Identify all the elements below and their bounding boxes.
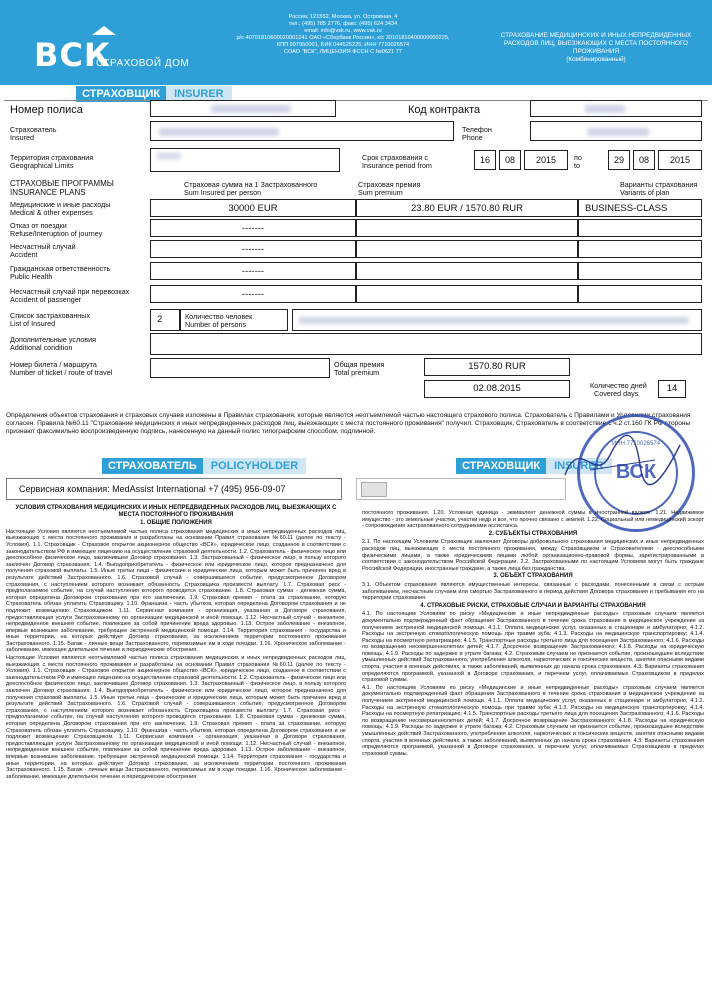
program-label-en: Public Health [10, 272, 53, 281]
territory-field [150, 148, 340, 172]
phone-label-en: Phone [462, 133, 483, 142]
days-value: 14 [658, 380, 686, 398]
days-label: Количество дней [590, 381, 647, 390]
redacted [299, 317, 689, 324]
total-label-en: Total premium [334, 368, 380, 377]
terms-right-column: постоянного проживания. 1.20. Условная единица - эквивалент денежной суммы в иностранной валюте. 1.21. Недвижимое имущество - это земельные участки, участки недр и все, что прочно связано с землей. 1.22. Социальный или немедицинский эскорт - сопровождение застрахованного сотрудниками ассистанса. 2. СУБЪЕКТЫ СТРАХОВАНИЯ 2.1. По настоящим Условиям Страховщик заключает Договоры добровольного страхования медицинских и иных непредвиденных расходов лиц, выезжающих с места постоянного проживания, между Страховщиком и Страхователями - дееспособными физическими лицами, а также юридическими лицами любой организационно-правовой формы, зарегистрированными в соответствии с законодательством Российской Федерации. 2.2. Застрахованными по настоящим Условиям могут быть граждане Российской Федерации, иностранные граждане, а также лица без гражданства. 3. ОБЪЕКТ СТРАХОВАНИЯ 3.1. Объектом страхования являются имущественные интересы, связанные с расходами, понесенными в связи с острым заболеванием, несчастным случаем или смертью Застрахованного в период действия Договора страхования и пребывания его на территории страхования. 4. СТРАХОВЫЕ РИСКИ, СТРАХОВЫЕ СЛУЧАИ И ВАРИАНТЫ СТРАХОВАНИЯ 4.1. По настоящим Условиям по риску «Медицинские и иные непредвиденные расходы» страховым случаем является документально подтвержденный факт обращения Застрахованного в течение срока страхования в медицинское учреждение за получением экстренной медицинской помощи. 4.1.1. Оплата медицинских услуг, оказанных в стационаре и амбулаторно; 4.1.2. Расходы на экстренную стоматологическую помощь при травме зуба; 4.1.3. Расходы на медицинскую транспортировку; 4.1.4. Расходы на посмертную репатриацию; 4.1.5. Транспортные расходы третьего лица для посещения Застрахованного; 4.1.6. Расходы по возвращению несовершеннолетних детей; 4.1.7. Досрочное возвращение Застрахованного; 4.1.8. Расходы на юридическую помощь; 4.1.9. Расходы по задержке и утрате багажа; 4.2. Страховым случаем не признается событие, произошедшее вследствие умышленных действий Застрахованного, употребления алкоголя, наркотических и токсических веществ, занятия опасными видами спорта, участия в военных действиях, а также заболеваний, выявленных до начала срока страхования. 4.3. Варианты страхования определяются программой, указанной в Договоре страхования, и перечнем услуг, оплачиваемых Страховщиком в пределах страховой суммы. 4.1. По настоящим Условиям по риску «Медицинские и иные непредвиденные расходы» страховым случаем является документально подтвержденный факт обращения Застрахованного в течение срока страхования в медицинское учреждение за получением экстренной медицинской помощи. 4.1.1. Оплата медицинских услуг, оказанных в стационаре и амбулаторно; 4.1.2. Расходы на экстренную стоматологическую помощь при травме зуба; 4.1.3. Расходы на медицинскую транспортировку; 4.1.4. Расходы на посмертную репатриацию; 4.1.5. Транспортные расходы третьего лица для посещения Застрахованного; 4.1.6. Расходы по возвращению несовершеннолетних детей; 4.1.7. Досрочное возвращение Застрахованного; 4.1.8. Расходы на юридическую помощь; 4.1.9. Расходы по задержке и утрате багажа; 4.2. Страховым случаем не признается событие, произошедшее вследствие умышленных действий Застрахованного, употребления алкоголя, наркотических и токсических веществ, занятия опасными видами спорта, участия в военных действиях, а также заболеваний, выявленных до начала срока страхования. 4.3. Варианты страхования определяются программой, указанной в Договоре страхования, и перечнем услуг, оплачиваемых Страховщиком в пределах страховой суммы. [362, 510, 704, 757]
program-premium [356, 262, 578, 280]
period-label: Срок страхования с [362, 153, 428, 162]
header-banner [0, 0, 712, 85]
premium-header-en: Sum premium [358, 188, 403, 197]
to-month: 08 [633, 150, 655, 170]
contract-code-label: Код контракта [408, 104, 481, 116]
program-label: Несчастный случай при перевозках [10, 287, 130, 296]
insurer-band-bottom: СТРАХОВЩИК INSURER [456, 458, 612, 474]
period-label-en: Insurance period from [362, 161, 432, 170]
program-variant: BUSINESS-CLASS [578, 199, 702, 217]
redacted [157, 153, 181, 159]
contract-code-field [530, 100, 702, 117]
terms-left-column: УСЛОВИЯ СТРАХОВАНИЯ МЕДИЦИНСКИХ И ИНЫХ НЕПРЕДВИДЕННЫХ РАСХОДОВ ЛИЦ, ВЫЕЗЖАЮЩИХ С МЕСТА ПОСТОЯННОГО ПРОЖИВАНИЯ 1. ОБЩИЕ ПОЛОЖЕНИЯ Настоящие Условия являются неотъемлемой частью полиса страхования медицинских и иных непредвиденных расходов лиц, выезжающих с места постоянного проживания и разработаны на основании Правил страхования №60.11 (далее по тексту - Условия). 1.1. Страховщик - Страховое открытое акционерное общество «ВСК», юридическое лицо, созданное в соответствии с законодательством РФ и имеющее лицензию на осуществление страховой деятельности. 1.2. Страхователь - физическое лицо или дееспособное физическое лицо, заключившее Договор страхования. 1.3. Застрахованный - физическое лицо, в пользу которого заключен Договор страхования. 1.4. Выгодоприобретатель - физическое или юридическое лицо, которое предназначено для получения страховой выплаты. 1.5. Иные третьи лица - физические и юридические лица, которым может быть причинен вред в результате действий Застрахованного. 1.6. Страховой случай - совершившееся событие, предусмотренное Договором страхования, с наступлением которого возникает обязанность Страховщика произвести выплату. 1.7. Страховая риск - предполагаемое событие, на случай наступления которого проводится страхование. 1.8. Страховая сумма - денежная сумма, которая определена Договором страхования при его заключении. 1.9. Страховая премия - плата за страхование, которую Страхователь обязан уплатить Страховщику. 1.10. Франшиза - часть убытков, которая определена Договором страхования и не подлежит возмещению Страховщиком. 1.11. Сервисная компания - организация, указанная в Договоре страхования, предоставляющая услуги Застрахованному по организации медицинской и иной помощи. 1.12. Несчастный случай - внезапное, непредвиденное внешнее событие, повлекшее за собой причинение вреда здоровью. 1.13. Острое заболевание - внезапное, впервые возникшее заболевание, требующее экстренной медицинской помощи. 1.14. Территория страхования - государства и иные территории, на которых действует Договор страхования, за исключением территории постоянного проживания Застрахованного. 1.15. Багаж - личные вещи Застрахованного, перевозимые им в ходе поездки. 1.16. Хроническое заболевание - заболевание, имеющее длительное течение и периодические обострения. Настоящие Условия являются неотъемлемой частью полиса страхования медицинских и иных непредвиденных расходов лиц, выезжающих с места постоянного проживания и разработаны на основании Правил страхования №60.11 (далее по тексту - Условия). 1.1. Страховщик - Страховое открытое акционерное общество «ВСК», юридическое лицо, созданное в соответствии с законодательством РФ и имеющее лицензию на осуществление страховой деятельности. 1.2. Страхователь - физическое лицо или дееспособное физическое лицо, заключившее Договор страхования. 1.3. Застрахованный - физическое лицо, в пользу которого заключен Договор страхования. 1.4. Выгодоприобретатель - физическое или юридическое лицо, которое предназначено для получения страховой выплаты. 1.5. Иные третьи лица - физические и юридические лица, которым может быть причинен вред в результате действий Застрахованного. 1.6. Страховой случай - совершившееся событие, предусмотренное Договором страхования, с наступлением которого возникает обязанность Страховщика произвести выплату. 1.7. Страховая риск - предполагаемое событие, на случай наступления которого проводится страхование. 1.8. Страховая сумма - денежная сумма, которая определена Договором страхования при его заключении. 1.9. Страховая премия - плата за страхование, которую Страхователь обязан уплатить Страховщику. 1.10. Франшиза - часть убытков, которая определена Договором страхования и не подлежит возмещению Страховщиком. 1.11. Сервисная компания - организация, указанная в Договоре страхования, предоставляющая услуги Застрахованному по организации медицинской и иной помощи. 1.12. Несчастный случай - внезапное, непредвиденное внешнее событие, повлекшее за собой причинение вреда здоровью. 1.13. Острое заболевание - внезапное, впервые возникшее заболевание, требующее экстренной медицинской помощи. 1.14. Территория страхования - государства и иные территории, на которых действует Договор страхования, за исключением территории постоянного проживания Застрахованного. 1.15. Багаж - личные вещи Застрахованного, перевозимые им в ходе поездки. 1.16. Хроническое заболевание - заболевание, имеющее длительное течение и периодические обострения. [6, 505, 346, 780]
territory-label-en: Geographical Limits [10, 161, 74, 170]
program-sum: ------- [150, 262, 356, 280]
redacted [585, 105, 625, 113]
program-label-en: Accident of passenger [10, 295, 82, 304]
company-logo [34, 36, 190, 74]
ticket-label: Номер билета / маршрута [10, 360, 97, 369]
program-sum: ------- [150, 240, 356, 258]
programs-heading-en: INSURANCE PLANS [10, 188, 86, 197]
phone-label: Телефон [462, 125, 492, 134]
insured-list-label: Список застрахованных [10, 311, 91, 320]
logo-text: СТРАХОВОЙ ДОМ [96, 58, 190, 69]
persons-count: 2 [150, 309, 180, 331]
policyholder-label-en: Insured [10, 133, 34, 142]
to-label: по [574, 153, 582, 162]
program-label-en: Accident [10, 250, 38, 259]
insured-names-field [292, 309, 702, 331]
policy-number-field [150, 100, 336, 117]
to-day: 29 [608, 150, 630, 170]
redacted [587, 128, 649, 136]
extra-field [150, 333, 702, 355]
total-premium: 1570.80 RUR [424, 358, 570, 376]
redacted [159, 128, 279, 136]
program-label-en: Refuse/Interuption of journey [10, 229, 103, 238]
company-stamp: ИНН 7710026574 ВСК [577, 414, 695, 532]
license-block [356, 478, 566, 500]
program-sum: ------- [150, 285, 356, 303]
redacted [211, 105, 291, 113]
from-day: 16 [474, 150, 496, 170]
to-label-en: to [574, 161, 580, 170]
days-label-en: Covered days [594, 389, 639, 398]
company-address: Россия, 121552, Москва, ул. Островная, 4 тел.: (495) 785 2776, факс: (495) 624 3434 email: info@vsk.ru, www.vsk.ru р/с 40701810600020001241 ОАО «Сбербанк России», к/с 30101810400000000225, КПП 997950001, БИК 044525225, ИНН 7710026574 СОАО "ВСК", ЛИЦЕНЗИЯ ФССН С №0621 77 [236, 14, 450, 55]
extra-label: Дополнительные условия [10, 335, 96, 344]
total-label: Общая премия [334, 360, 385, 369]
program-variant [578, 262, 702, 280]
insured-list-label-en: List of Insured [10, 319, 56, 328]
program-premium [356, 285, 578, 303]
policyholder-field [150, 121, 454, 141]
program-variant [578, 240, 702, 258]
signature-icon [560, 425, 690, 495]
program-premium: 23.80 EUR / 1570.80 RUR [356, 199, 578, 217]
logo-roof-icon [92, 26, 116, 35]
program-label: Гражданская ответственность [10, 264, 111, 273]
premium-header: Страховая премия [358, 180, 421, 189]
ticket-label-en: Number of ticket / route of travel [10, 368, 113, 377]
service-company: Сервисная компания: MedAssist International +7 (495) 956-09-07 [6, 478, 342, 500]
program-variant [578, 285, 702, 303]
persons-label-box: Количество человек Number of persons [180, 309, 288, 331]
variants-header: Варианты страхования [620, 180, 698, 189]
program-label: Медицинские и иные расходы [10, 200, 111, 209]
ticket-field [150, 358, 330, 378]
program-label: Несчастный случай [10, 242, 76, 251]
document-title: СТРАХОВАНИЕ МЕДИЦИНСКИХ И ИНЫХ НЕПРЕДВИДЕННЫХ РАСХОДОВ ЛИЦ, ВЫЕЗЖАЮЩИХ С МЕСТА ПОСТОЯННОГО ПРОЖИВАНИЯ (Комбинированный) [500, 32, 692, 63]
variants-header-en: Variants of plan [620, 188, 670, 197]
territory-label: Территория страхования [10, 153, 94, 162]
issue-date: 02.08.2015 [424, 380, 570, 398]
program-sum: 30000 EUR [150, 199, 356, 217]
program-sum: ------- [150, 219, 356, 237]
disclaimer-text: Определения объектов страхования и страховых случаев изложены в Правилах страхования, которые являются неотъемлемой частью настоящего страхового полиса. Страхователь с Правилами и Условиями страхования согласен. Правила №60.11 "Страхование медицинских и иных непредвиденных расходов лиц, выезжающих с места постоянного проживания" получил. Страховщик, Страхователь в соответствие с ч.2 ст.160 ГК РФ стороны признают факсимильно воспроизведенную подпись, нанесенную на данный полис типографским способом, подлинной. [6, 412, 691, 435]
program-variant [578, 219, 702, 237]
program-premium [356, 240, 578, 258]
program-label-en: Medical & other expenses [10, 208, 93, 217]
policy-number-label: Номер полиса [10, 104, 83, 116]
program-premium [356, 219, 578, 237]
from-year: 2015 [524, 150, 568, 170]
sum-header-en: Sum Insured per person [184, 188, 262, 197]
program-label: Отказ от поездки [10, 221, 67, 230]
logo-mark: ВСК [34, 36, 112, 74]
sum-header: Страховая сумма на 1 Застрахованного [184, 180, 318, 189]
phone-field [530, 121, 702, 141]
insurer-band: СТРАХОВЩИК INSURER [76, 86, 232, 102]
from-month: 08 [499, 150, 521, 170]
policyholder-band: СТРАХОВАТЕЛЬ POLICYHOLDER [102, 458, 306, 474]
programs-heading: СТРАХОВЫЕ ПРОГРАММЫ [10, 179, 114, 188]
license-logo-icon [361, 482, 387, 497]
to-year: 2015 [658, 150, 702, 170]
policyholder-label: Страхователь [10, 125, 57, 134]
extra-label-en: Additional condition [10, 343, 73, 352]
